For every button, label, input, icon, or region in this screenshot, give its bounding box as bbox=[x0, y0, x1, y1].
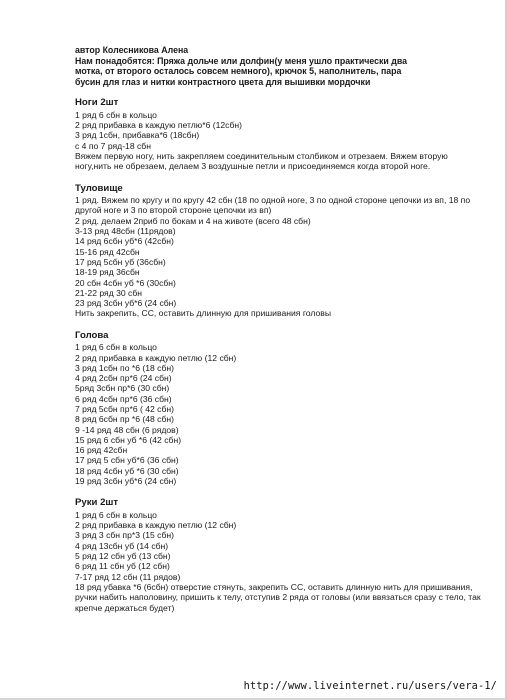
pattern-row: 16 ряд 42сбн bbox=[75, 445, 128, 456]
pattern-row: с 4 по 7 ряд-18 сбн bbox=[75, 140, 151, 151]
section-legs bbox=[75, 97, 490, 171]
pattern-note: Вяжем первую ногу, нить закрепляем соединительным столбиком и отрезаем. Вяжем вторую ногу,нить не обрезаем, делаем 3 воздушные петли и присоединяемся когда второй ноге. bbox=[75, 151, 448, 172]
section-title: Руки 2шт bbox=[75, 497, 119, 509]
pattern-row: 9 -14 ряд 48 сбн (6 рядов) bbox=[75, 424, 179, 435]
pattern-row: Нить закрепить, СС, оставить длинную для пришивания головы bbox=[75, 308, 331, 319]
pattern-row: 2 ряд. делаем 2приб по бокам и 4 на животе (всего 48 сбн) bbox=[75, 215, 311, 226]
materials-line: мотка, от второго осталось совсем немного), крючок 5, наполнитель, пара bbox=[75, 66, 402, 77]
pattern-row: 7 ряд 5сбн пр*6 ( 42 сбн) bbox=[75, 404, 175, 414]
pattern-row: 8 ряд 6сбн пр *6 (48 сбн) bbox=[75, 414, 175, 425]
author-line: автор Колесникова Алена bbox=[75, 45, 189, 55]
pattern-row: 5ряд 3сбн пр*6 (30 сбн) bbox=[75, 383, 170, 394]
pattern-row: 3 ряд 1сбн, прибавка*6 (18сбн) bbox=[75, 130, 200, 141]
pattern-row: 2 ряд прибавка в каждую петлю*6 (12сбн) bbox=[75, 120, 243, 131]
pattern-row: 2 ряд прибавка в каждую петлю (12 сбн) bbox=[75, 520, 237, 531]
pattern-document bbox=[75, 45, 490, 624]
pattern-row: 4 ряд 13сбн уб (14 сбн) bbox=[75, 540, 169, 551]
pattern-row: 3 ряд 1сбн по *6 (18 сбн) bbox=[75, 362, 175, 373]
pattern-row: 18-19 ряд 36сбн bbox=[75, 267, 140, 278]
pattern-row: 4 ряд 2сбн пр*6 (24 сбн) bbox=[75, 373, 172, 384]
section-body bbox=[75, 183, 490, 319]
pattern-row: 1 ряд. Вяжем по кругу и по кругу 42 сбн (18 по одной ноге, 3 по одной стороне цепочки из вп, 18 по другой ноге и 3 по второй стороне цепочки из вп) bbox=[75, 195, 471, 216]
pattern-row: 15 ряд 6 сбн уб *6 (42 сбн) bbox=[75, 434, 182, 445]
pattern-row: 15-16 ряд 42сбн bbox=[75, 246, 140, 257]
pattern-row: 6 ряд 4сбн пр*6 (36 сбн) bbox=[75, 393, 172, 404]
source-watermark: http://www.liveinternet.ru/users/vera-1/ bbox=[243, 681, 497, 692]
pattern-row: 1 ряд 6 сбн в кольцо bbox=[75, 509, 157, 520]
pattern-row: 17 ряд 5 сбн уб*6 (36 сбн) bbox=[75, 455, 179, 466]
pattern-row: 6 ряд 11 сбн уб (12 сбн) bbox=[75, 561, 170, 572]
section-arms bbox=[75, 497, 490, 612]
pattern-row: 18 ряд 4сбн уб *6 (30 сбн) bbox=[75, 465, 179, 476]
pattern-row: 2 ряд прибавка в каждую петлю (12 сбн) bbox=[75, 352, 237, 363]
pattern-row: 23 ряд 3сбн уб*6 (24 сбн) bbox=[75, 298, 177, 309]
section-head bbox=[75, 330, 490, 487]
pattern-row: 1 ряд 6 сбн в кольцо bbox=[75, 109, 157, 120]
pattern-row: 7-17 ряд 12 сбн (11 рядов) bbox=[75, 571, 181, 582]
pattern-row: 21-22 ряд 30 сбн bbox=[75, 287, 143, 298]
pattern-row: 3-13 ряд 48сбн (11рядов) bbox=[75, 226, 176, 237]
pattern-row: 19 ряд 3сбн уб*6 (24 сбн) bbox=[75, 476, 177, 487]
section-title: Туловище bbox=[75, 182, 123, 194]
pattern-row: 5 ряд 12 сбн уб (13 сбн) bbox=[75, 551, 171, 562]
materials-line: Нам понадобятся: Пряжа дольче или долфин(у меня ушло практически два bbox=[75, 55, 408, 66]
pattern-row: 1 ряд 6 сбн в кольцо bbox=[75, 342, 157, 353]
materials-line: бусин для глаз и нитки контрастного цвета для вышивки мордочки bbox=[75, 76, 371, 87]
pattern-row: 18 ряд убавка *6 (6сбн) отверстие стянуть, закрепить СС, оставить длинную нить для пришивания, ручки набить наполовину, пришить к телу, отступив 2 ряда от головы (или ввязаться сразу с тело, так крепче держаться будет) bbox=[75, 581, 481, 613]
section-title: Ноги 2шт bbox=[75, 97, 119, 109]
pattern-row: 14 ряд 6сбн уб*6 (42сбн) bbox=[75, 236, 174, 247]
pattern-row: 3 ряд 3 сбн пр*3 (15 сбн) bbox=[75, 530, 175, 541]
pattern-row: 17 ряд 5сбн уб (36сбн) bbox=[75, 256, 166, 267]
section-title: Голова bbox=[75, 329, 109, 341]
pattern-row: 20 сбн 4сбн уб *6 (30сбн) bbox=[75, 277, 176, 288]
intro-block bbox=[75, 45, 490, 87]
